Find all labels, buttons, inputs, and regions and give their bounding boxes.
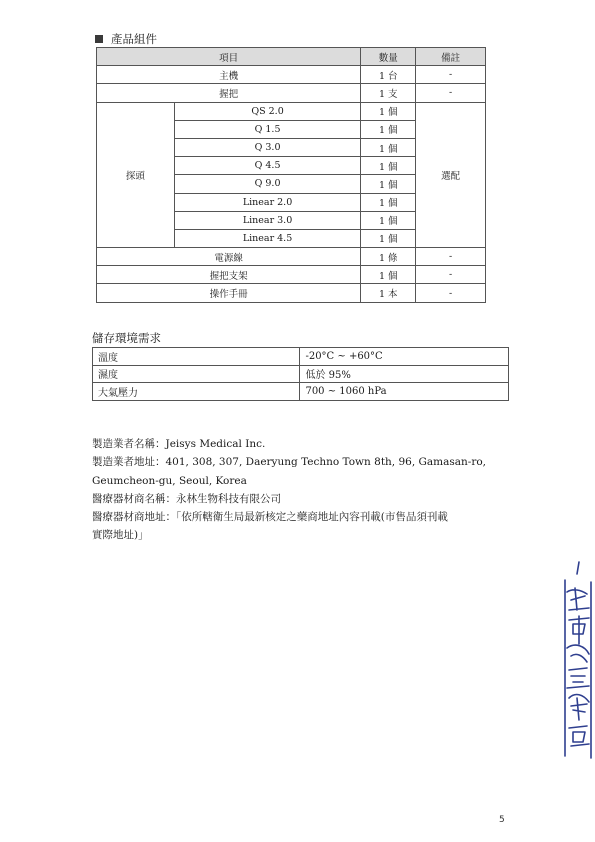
manufacturer-name: 製造業者名稱：Jeisys Medical Inc. (92, 438, 266, 450)
header-item: 項目 (97, 48, 361, 66)
qty-cell: 1 個 (361, 266, 416, 284)
qty-cell: 1 個 (361, 120, 416, 138)
qty-cell: 1 台 (361, 66, 416, 84)
dealer-address-line: 醫療器材商地址：「依所轄衛生局最新核定之藥商地址內容刊載(市售品須刊載 (92, 511, 448, 524)
storage-table (92, 347, 509, 401)
note-cell: - (416, 66, 486, 84)
table-row (97, 266, 486, 284)
probe-name-cell: Linear 3.0 (174, 211, 361, 229)
table-row (97, 66, 486, 84)
item-cell: 握把支架 (97, 266, 361, 284)
manufacturer-address-line: Geumcheon-gu, Seoul, Korea (92, 474, 247, 487)
probe-name-cell: Q 3.0 (174, 138, 361, 156)
probe-name-cell: Q 9.0 (174, 175, 361, 193)
components-section-title (95, 32, 157, 46)
storage-label-cell: 溫度 (93, 348, 300, 366)
probe-name-cell: Linear 2.0 (174, 193, 361, 211)
qty-cell: 1 個 (361, 138, 416, 156)
table-row (97, 284, 486, 302)
storage-value-cell: 低於 95% (300, 365, 509, 383)
qty-cell: 1 條 (361, 248, 416, 266)
storage-section-title: 儲存環境需求 (92, 331, 161, 345)
storage-label-cell: 大氣壓力 (93, 383, 300, 401)
qty-cell: 1 本 (361, 284, 416, 302)
dealer-address-line: 實際地址)」 (92, 529, 149, 542)
qty-cell: 1 個 (361, 102, 416, 120)
license-stamp-seal (561, 560, 595, 760)
storage-value-cell: 700 ~ 1060 hPa (300, 383, 509, 401)
header-qty: 數量 (361, 48, 416, 66)
qty-cell: 1 個 (361, 211, 416, 229)
table-row (97, 102, 486, 120)
probe-name-cell: Linear 4.5 (174, 229, 361, 247)
probe-group-cell: 探頭 (97, 102, 175, 248)
qty-cell: 1 個 (361, 157, 416, 175)
table-header-row (97, 48, 486, 66)
note-cell: - (416, 84, 486, 102)
item-cell: 主機 (97, 66, 361, 84)
qty-cell: 1 個 (361, 229, 416, 247)
note-cell: - (416, 284, 486, 302)
dealer-name: 醫療器材商名稱：永林生物科技有限公司 (92, 492, 281, 505)
qty-cell: 1 支 (361, 84, 416, 102)
qty-cell: 1 個 (361, 175, 416, 193)
header-note: 備註 (416, 48, 486, 66)
qty-cell: 1 個 (361, 193, 416, 211)
probe-name-cell: QS 2.0 (174, 102, 361, 120)
page-number: 5 (499, 815, 505, 825)
probe-note-cell: 選配 (416, 102, 486, 248)
components-title: 產品組件 (111, 32, 157, 46)
storage-value-cell: -20°C ~ +60°C (300, 348, 509, 366)
manufacturer-address-line: 製造業者地址：401, 308, 307, Daeryung Techno Town 8th, 96, Gamasan-ro, (92, 456, 487, 469)
table-row (93, 348, 509, 366)
note-cell: - (416, 266, 486, 284)
table-row (93, 365, 509, 383)
components-table (96, 47, 486, 303)
probe-name-cell: Q 4.5 (174, 157, 361, 175)
square-bullet-icon (95, 35, 103, 43)
table-row (97, 248, 486, 266)
manufacturer-info-block (92, 435, 507, 545)
probe-name-cell: Q 1.5 (174, 120, 361, 138)
table-row (93, 383, 509, 401)
item-cell: 操作手冊 (97, 284, 361, 302)
table-row (97, 84, 486, 102)
note-cell: - (416, 248, 486, 266)
item-cell: 握把 (97, 84, 361, 102)
item-cell: 電源線 (97, 248, 361, 266)
storage-label-cell: 濕度 (93, 365, 300, 383)
